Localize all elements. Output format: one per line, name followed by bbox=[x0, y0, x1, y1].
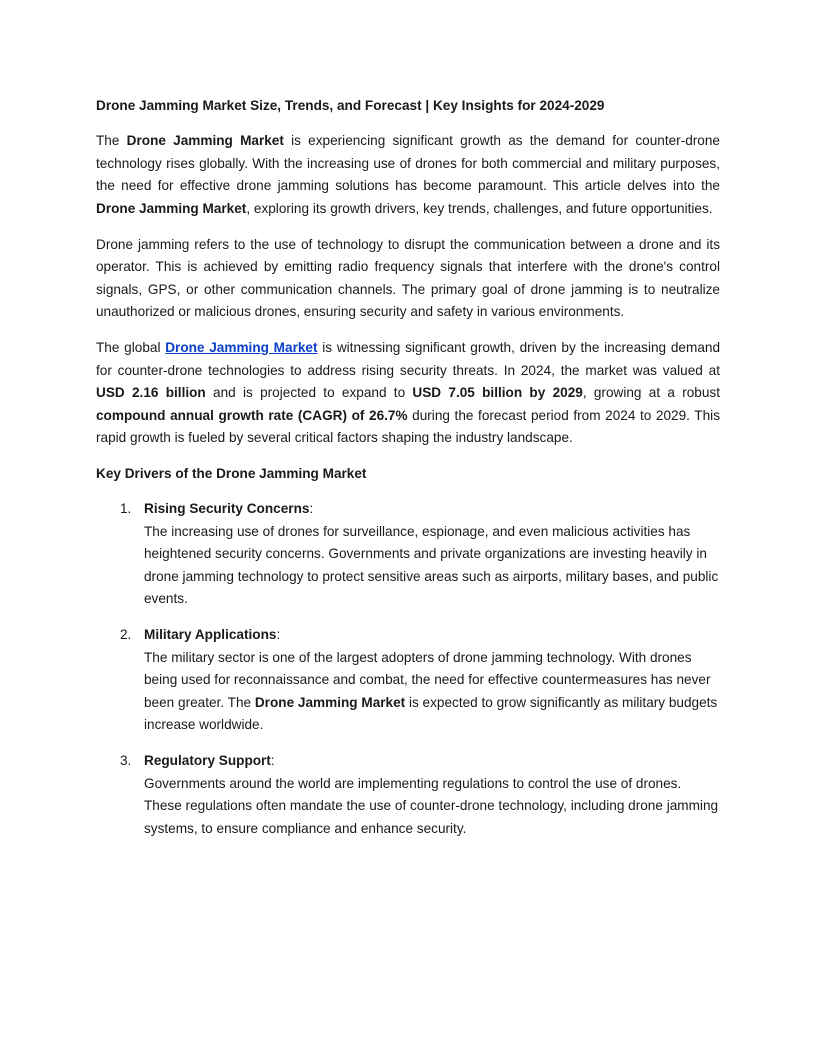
bold-text: compound annual growth rate (CAGR) of 26.7% bbox=[96, 407, 408, 423]
document-page bbox=[96, 95, 720, 854]
colon: : bbox=[309, 501, 314, 516]
text-run: , exploring its growth drivers, key trends, challenges, and future opportunities. bbox=[246, 200, 713, 216]
text-run: , growing at a robust bbox=[582, 385, 720, 400]
driver-body bbox=[144, 521, 720, 611]
driver-body bbox=[144, 773, 720, 841]
bold-text: USD 2.16 billion bbox=[96, 385, 206, 400]
driver-body bbox=[144, 647, 720, 737]
bold-text: Drone Jamming Market bbox=[254, 694, 406, 710]
text-run: The increasing use of drones for surveillance, espionage, and even malicious activities has heightened security concerns. Governments and private organizations are investing heavily in drone jamming technology to protect sensitive areas such as airports, military bases, and public events. bbox=[144, 523, 719, 606]
list-number: 1. bbox=[120, 501, 132, 516]
text-run: Drone jamming refers to the use of technology to disrupt the communication between a drone and its operator. This is achieved by emitting radio frequency signals that interfere with the drone's control signals, GPS, or other communication channels. The primary goal of drone jamming is to neutralize unauthorized or malicious drones, ensuring security and safety in various environments. bbox=[96, 236, 720, 319]
bold-text: Drone Jamming Market bbox=[126, 133, 284, 148]
driver-title: Regulatory Support bbox=[144, 753, 271, 768]
text-run: is witnessing significant growth, driven by the increasing demand for counter-drone technologies to address rising security threats. In 2024, the market was valued at bbox=[96, 340, 720, 378]
text-run: and is projected to expand to bbox=[205, 385, 413, 400]
drivers-list bbox=[96, 498, 720, 840]
colon: : bbox=[270, 753, 275, 768]
driver-title: Military Applications bbox=[144, 627, 277, 642]
list-number: 3. bbox=[120, 753, 132, 768]
text-run: The global bbox=[96, 340, 166, 355]
text-run: during the forecast period from 2024 to 2029. This rapid growth is fueled by several critical factors shaping the industry landscape. bbox=[96, 407, 720, 445]
text-run: is experiencing significant growth as the demand for counter-drone technology rises globally. With the increasing use of drones for both commercial and military purposes, the need for effective drone jamming solutions has become paramount. This article delves into the bbox=[96, 133, 720, 193]
text-run: The bbox=[96, 133, 127, 148]
list-number: 2. bbox=[120, 627, 132, 642]
driver-title: Rising Security Concerns bbox=[144, 501, 310, 516]
paragraph bbox=[96, 337, 720, 450]
paragraph bbox=[96, 234, 720, 324]
drone-jamming-market-link[interactable]: Drone Jamming Market bbox=[165, 340, 318, 355]
text-run: The military sector is one of the largest adopters of drone jamming technology. With drones being used for reconnaissance and combat, the need for effective countermeasures has never been greater. The bbox=[144, 649, 711, 710]
list-item bbox=[96, 750, 720, 840]
bold-text: USD 7.05 billion by 2029 bbox=[412, 385, 583, 400]
text-run: Governments around the world are implementing regulations to control the use of drones. These regulations often mandate the use of counter-drone technology, including drone jamming systems, to ensure compliance and enhance security. bbox=[144, 775, 719, 836]
document-title: Drone Jamming Market Size, Trends, and Forecast | Key Insights for 2024-2029 bbox=[96, 98, 605, 113]
paragraph bbox=[96, 130, 720, 220]
drivers-heading: Key Drivers of the Drone Jamming Market bbox=[96, 466, 367, 481]
list-item bbox=[96, 624, 720, 737]
bold-text: Drone Jamming Market bbox=[96, 200, 247, 216]
text-run: is expected to grow significantly as military budgets increase worldwide. bbox=[144, 694, 718, 732]
colon: : bbox=[276, 627, 281, 642]
list-item bbox=[96, 498, 720, 611]
intro-section bbox=[96, 130, 720, 450]
